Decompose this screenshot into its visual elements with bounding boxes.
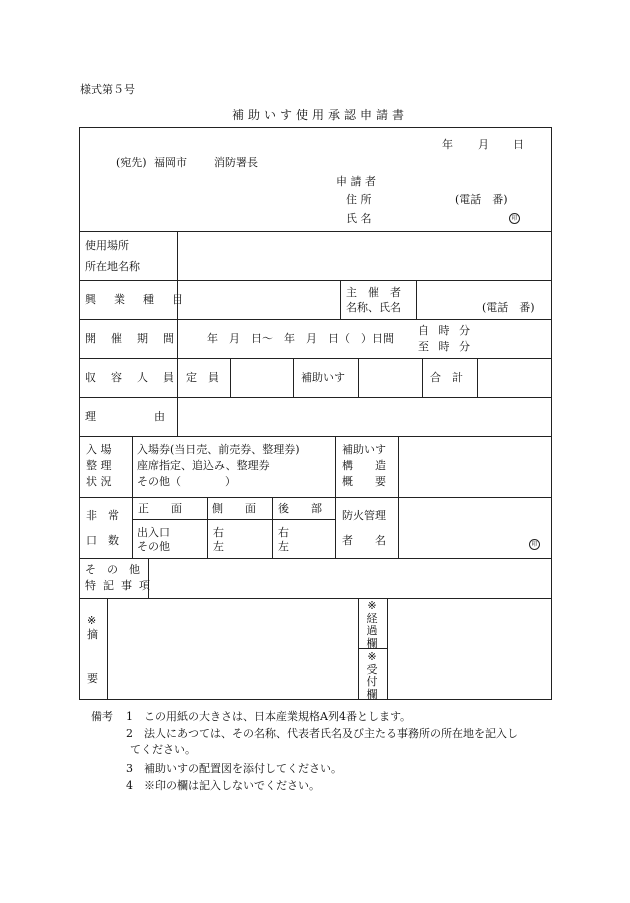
rule <box>79 497 552 498</box>
note-text: ※印の欄は記入しないでください。 <box>144 779 320 792</box>
summary-char-1: 摘 <box>87 628 98 641</box>
form-number: 様式第５号 <box>80 83 135 96</box>
organizer-label-2: 名称、氏名 <box>346 301 401 314</box>
exit-side-left: 左 <box>213 540 224 553</box>
receipt-label-char: 付 <box>366 675 378 689</box>
exit-label-2: 口 数 <box>86 534 119 547</box>
period-from: 自 時 分 <box>418 324 473 337</box>
exit-rear-left: 左 <box>278 540 289 553</box>
rule <box>79 598 552 599</box>
addressee-prefix: (宛先) <box>116 156 147 169</box>
aux-structure-label-2: 構 造 <box>342 459 386 472</box>
document-title: 補助いす使用承認申請書 <box>232 108 409 122</box>
rule <box>107 598 108 700</box>
rule <box>272 497 273 559</box>
entry-item-2: 座席指定、追込み、整理券 <box>137 459 270 472</box>
rule <box>79 558 552 559</box>
rule <box>79 280 552 281</box>
note-text: この用紙の大きさは、日本産業規格A列4番とします。 <box>144 710 412 723</box>
note-text: 補助いすの配置図を添付してください。 <box>144 762 342 775</box>
capacity-label: 収容人員 <box>85 371 189 384</box>
progress-label-char: 過 <box>366 624 378 638</box>
entry-item-1: 入場券(当日売、前売券、整理券) <box>137 443 300 456</box>
rule <box>416 280 417 319</box>
entry-label-3: 状 況 <box>86 475 112 488</box>
date-month: 月 <box>478 138 489 151</box>
note-number: 4 <box>126 779 133 792</box>
aux-structure-label-3: 概 要 <box>342 475 386 488</box>
rule <box>293 358 294 397</box>
rule <box>79 231 552 232</box>
rule <box>398 436 399 559</box>
organizer-phone: (電話 番) <box>482 301 535 314</box>
progress-column-label <box>363 600 381 651</box>
address-label: 住 所 <box>346 193 372 206</box>
usage-place-label-1: 使用場所 <box>85 239 129 252</box>
notes-heading: 備考 <box>91 710 113 723</box>
seal-icon: 印 <box>509 213 520 224</box>
entry-label-2: 整 理 <box>86 459 112 472</box>
period-text: 年 月 日～ 年 月 日（ ）日間 <box>207 332 394 345</box>
progress-label-char: ※ <box>367 599 377 612</box>
period-to: 至 時 分 <box>418 340 473 353</box>
rule <box>358 598 359 700</box>
name-label: 氏 名 <box>346 212 372 225</box>
reason-label: 理由 <box>85 410 223 423</box>
rule <box>477 358 478 397</box>
rule <box>230 358 231 397</box>
other-label-1: そ の 他 <box>85 563 140 576</box>
usage-place-label-2: 所在地名称 <box>85 260 140 273</box>
note-text: 法人にあつては、その名称、代表者氏名及び主たる事務所の所在地を記入し <box>144 727 518 740</box>
note-number: 1 <box>126 710 133 723</box>
exit-type-1: 出入口 <box>137 526 170 539</box>
exit-label-1: 非 常 <box>86 509 119 522</box>
note-number: 3 <box>126 762 133 775</box>
fire-manager-label-1: 防火管理 <box>342 509 386 522</box>
rule <box>79 319 552 320</box>
note-number: 2 <box>126 727 133 740</box>
exit-rear-label: 後 部 <box>278 502 322 515</box>
capacity-aux-label: 補助いす <box>301 371 345 384</box>
addressee-title: 消防署長 <box>214 156 258 169</box>
business-type-label: 興業種目 <box>85 293 201 306</box>
fire-manager-seal-icon: 印 <box>529 539 540 550</box>
summary-mark: ※ <box>87 614 97 627</box>
rule <box>79 397 552 398</box>
receipt-label-char: ※ <box>367 650 377 663</box>
date-year: 年 <box>442 138 453 151</box>
rule <box>340 280 341 319</box>
capacity-fixed-label: 定 員 <box>186 371 219 384</box>
rule <box>132 519 335 520</box>
capacity-total-label: 合 計 <box>430 371 463 384</box>
rule <box>358 358 359 397</box>
progress-label-char: 欄 <box>366 636 378 650</box>
entry-label-1: 入 場 <box>86 443 112 456</box>
period-label: 開催期間 <box>85 332 189 345</box>
rule <box>79 358 552 359</box>
receipt-label-char: 受 <box>366 662 378 676</box>
aux-structure-label-1: 補助いす <box>342 443 386 456</box>
summary-char-2: 要 <box>87 672 98 685</box>
date-day: 日 <box>513 138 524 151</box>
applicant-label: 申 請 者 <box>336 175 376 188</box>
rule <box>79 436 552 437</box>
addressee-city: 福岡市 <box>154 156 187 169</box>
progress-label-char: 経 <box>366 611 378 625</box>
rule <box>335 436 336 559</box>
exit-side-label: 側 面 <box>212 502 256 515</box>
exit-front-label: 正 面 <box>138 502 182 515</box>
other-label-2: 特記事項 <box>85 579 157 592</box>
phone-label: (電話 番) <box>455 193 508 206</box>
organizer-label-1: 主 催 者 <box>346 286 401 299</box>
exit-rear-right: 右 <box>278 526 289 539</box>
entry-item-3: その他（ ） <box>137 475 236 488</box>
fire-manager-label-2: 者 名 <box>342 534 386 547</box>
rule <box>387 598 388 700</box>
rule <box>132 436 133 559</box>
rule <box>422 358 423 397</box>
exit-side-right: 右 <box>213 526 224 539</box>
receipt-column-label <box>363 651 381 702</box>
exit-type-2: その他 <box>137 540 170 553</box>
receipt-label-char: 欄 <box>366 687 378 701</box>
rule <box>207 497 208 559</box>
note-text: てください。 <box>130 743 196 756</box>
